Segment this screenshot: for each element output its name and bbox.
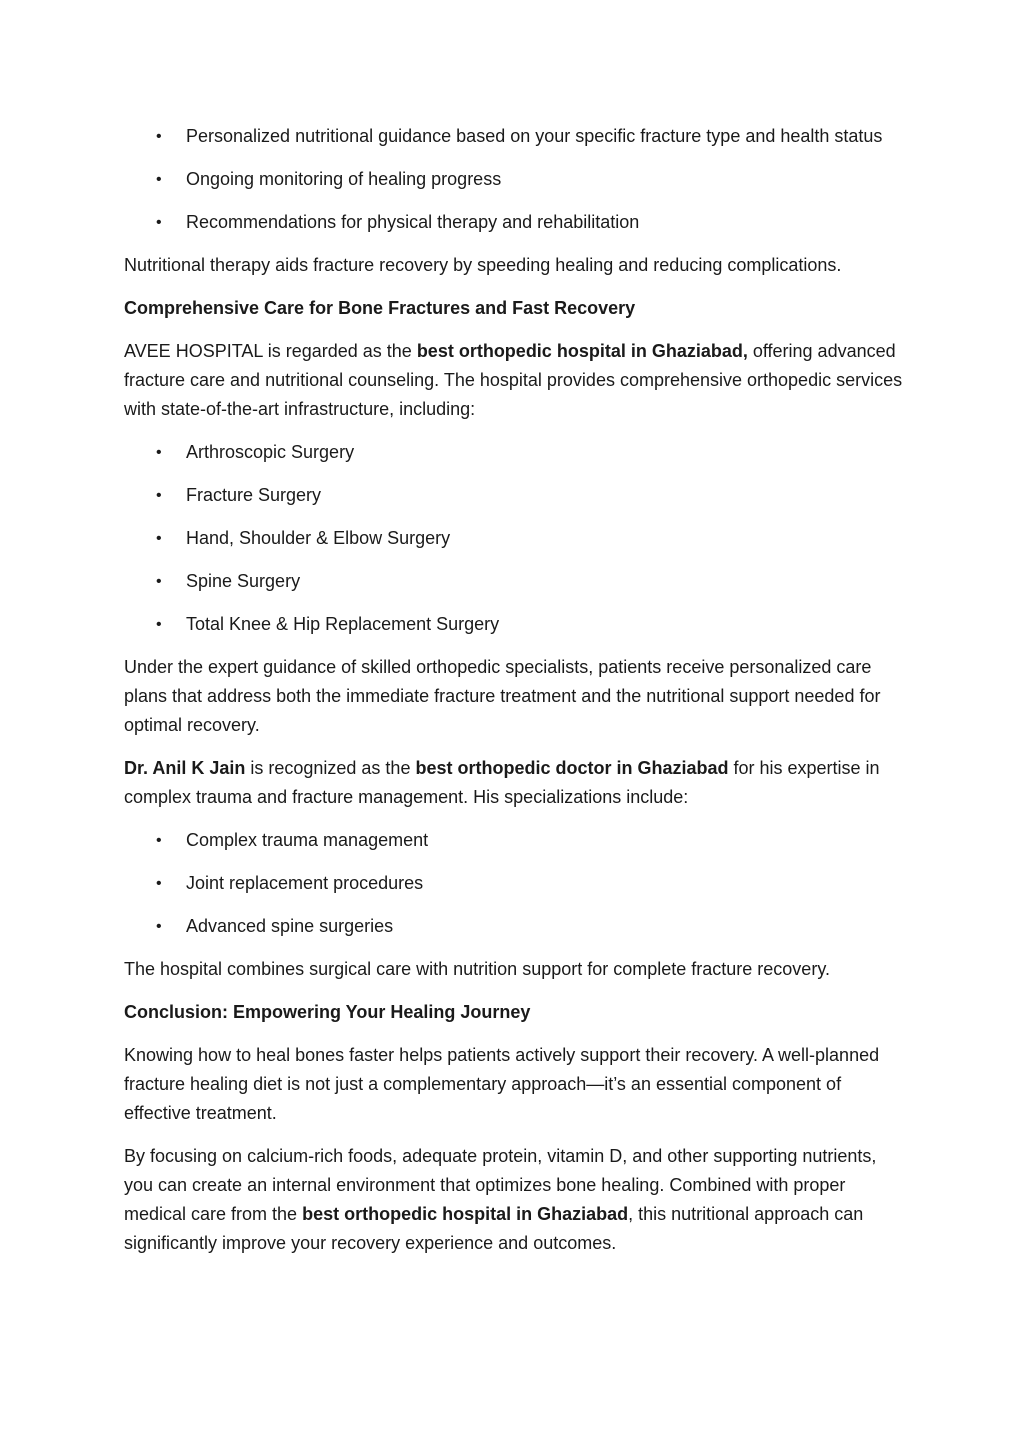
orthopedic-services-list: [124, 438, 904, 639]
paragraph-by-focusing: [124, 1142, 904, 1258]
paragraph-hospital-combines: The hospital combines surgical care with nutrition support for complete fracture recovery.: [124, 959, 830, 979]
paragraph-nutritional-therapy: Nutritional therapy aids fracture recovery by speeding healing and reducing complications.: [124, 255, 842, 275]
text-span: is recognized as the: [245, 758, 416, 778]
list-item: • Spine Surgery: [124, 567, 904, 596]
text-span: AVEE HOSPITAL is regarded as the: [124, 341, 417, 361]
bold-text: best orthopedic hospital in Ghaziabad,: [416, 341, 748, 361]
text-span: offering advanced fracture care and nutritional counseling. The hospital provides comprehensive orthopedic services with state-of-the-art infrastructure, including:: [124, 341, 903, 419]
list-item: • Recommendations for physical therapy and rehabilitation: [124, 208, 904, 237]
text-span: , this nutritional approach can significantly improve your recovery experience and outcomes.: [124, 1204, 864, 1253]
list-item: • Total Knee & Hip Replacement Surgery: [124, 610, 904, 639]
list-item: • Hand, Shoulder & Elbow Surgery: [124, 524, 904, 553]
bold-text: best orthopedic doctor in Ghaziabad: [415, 758, 729, 778]
text-span: By focusing on calcium-rich foods, adequate protein, vitamin D, and other supporting nutrients, you can create an internal environment that optimizes bone healing. Combined with proper medical care from the: [124, 1146, 877, 1224]
paragraph-knowing: Knowing how to heal bones faster helps patients actively support their recovery. A well-planned fracture healing diet is not just a complementary approach—it’s an essential component of effective treatment.: [124, 1045, 880, 1123]
section-heading-comprehensive-care: Comprehensive Care for Bone Fractures and Fast Recovery: [124, 298, 636, 318]
specializations-list: [124, 826, 904, 941]
paragraph-avee-hospital: [124, 337, 904, 424]
list-item: • Personalized nutritional guidance based on your specific fracture type and health status: [124, 122, 904, 151]
nutrition-services-list: [124, 122, 904, 237]
list-item: • Arthroscopic Surgery: [124, 438, 904, 467]
list-item: • Complex trauma management: [124, 826, 904, 855]
list-item: • Fracture Surgery: [124, 481, 904, 510]
list-item: • Ongoing monitoring of healing progress: [124, 165, 904, 194]
paragraph-expert-guidance: Under the expert guidance of skilled orthopedic specialists, patients receive personalized care plans that address both the immediate fracture treatment and the nutritional support needed for optimal recovery.: [124, 657, 881, 735]
list-item: • Advanced spine surgeries: [124, 912, 904, 941]
list-item: • Joint replacement procedures: [124, 869, 904, 898]
doctor-name: Dr. Anil K Jain: [124, 758, 246, 778]
document-body: [124, 122, 904, 1272]
paragraph-doctor: [124, 754, 904, 812]
bold-text: best orthopedic hospital in Ghaziabad: [302, 1204, 629, 1224]
text-span: for his expertise in complex trauma and fracture management. His specializations include:: [124, 758, 880, 807]
section-heading-conclusion: Conclusion: Empowering Your Healing Journey: [124, 1002, 531, 1022]
